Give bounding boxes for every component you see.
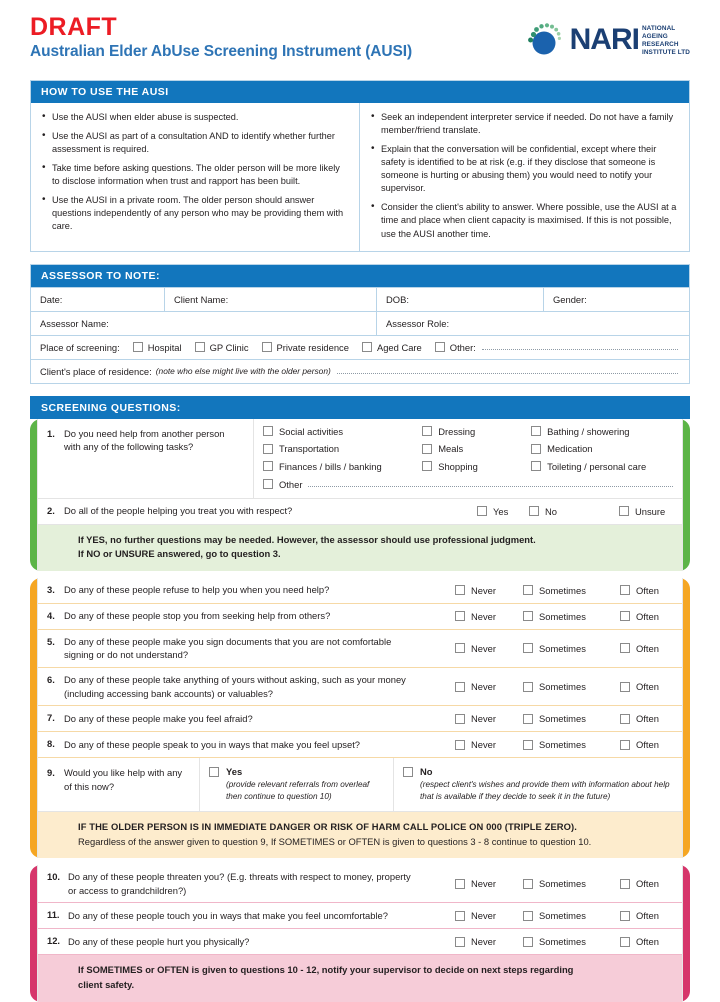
- option-label: Often: [636, 584, 659, 596]
- page-title: Australian Elder AbUse Screening Instrument (AUSI): [30, 42, 413, 60]
- option-never[interactable]: [455, 713, 523, 724]
- client-residence-input-line[interactable]: [337, 373, 678, 374]
- task-social-activities[interactable]: [263, 426, 422, 437]
- place-option-label: Private residence: [276, 341, 349, 353]
- checkbox-icon[interactable]: [477, 506, 487, 516]
- other-place-input-line[interactable]: [482, 349, 678, 350]
- option-often[interactable]: [620, 611, 682, 622]
- checkbox-icon[interactable]: [523, 911, 533, 921]
- option-label: Never: [471, 681, 497, 693]
- task-label: Medication: [547, 443, 593, 455]
- checkbox-icon[interactable]: [263, 426, 273, 436]
- question-text: Do you need help from another person with any of the following tasks?: [64, 427, 225, 453]
- question-row-8: [38, 732, 682, 758]
- nari-tagline-line3: RESEARCH: [641, 41, 679, 48]
- checkbox-icon[interactable]: [523, 714, 533, 724]
- place-of-screening-label: Place of screening:: [40, 341, 120, 353]
- assessor-row-place: [31, 335, 689, 359]
- option-often[interactable]: [620, 936, 682, 947]
- checkbox-icon[interactable]: [620, 740, 630, 750]
- option-label: Never: [471, 713, 497, 725]
- checkbox-icon[interactable]: [620, 682, 630, 692]
- option-unsure[interactable]: [619, 506, 682, 517]
- gender-field[interactable]: [543, 288, 689, 311]
- client-residence-label: Client's place of residence:: [40, 365, 152, 377]
- checkbox-icon[interactable]: [422, 426, 432, 436]
- nari-logo: [525, 12, 690, 60]
- checkbox-icon[interactable]: [403, 767, 413, 777]
- question-9-no-option[interactable]: [403, 766, 673, 777]
- screening-group-pink: [30, 865, 690, 1001]
- place-option-gp-clinic[interactable]: [195, 342, 249, 353]
- checkbox-icon[interactable]: [620, 643, 630, 653]
- checkbox-icon[interactable]: [523, 879, 533, 889]
- checkbox-icon[interactable]: [523, 682, 533, 692]
- question-row-2: [38, 499, 682, 525]
- assessor-name-label: Assessor Name:: [40, 317, 109, 329]
- checkbox-icon[interactable]: [523, 585, 533, 595]
- pink-note-line-2: client safety.: [78, 978, 135, 990]
- task-label: Meals: [438, 443, 464, 455]
- question-1-prompt: [38, 419, 253, 498]
- option-label: Never: [471, 936, 497, 948]
- question-number: 10.: [47, 871, 61, 883]
- question-row-1: [38, 419, 682, 499]
- question-9-yes-note: (provide relevant referrals from overleaf then continue to question 10): [226, 780, 370, 802]
- option-label: Often: [636, 910, 659, 922]
- client-name-label: Client Name:: [174, 293, 229, 305]
- question-text: Do any of these people hurt you physically?: [68, 936, 250, 948]
- list-item: • Seek an independent interpreter service if needed. Do not have a family member/friend translate.: [370, 111, 679, 137]
- date-field[interactable]: [31, 288, 164, 311]
- option-label: No: [545, 505, 557, 517]
- checkbox-icon[interactable]: [529, 506, 539, 516]
- question-12-options: [455, 936, 682, 947]
- task-meals[interactable]: [422, 443, 531, 454]
- option-sometimes[interactable]: [523, 739, 620, 750]
- list-item: • Explain that the conversation will be confidential, except where their safety is identified to be at risk (e.g. if they disclose that someone is someone is hurting or abusing them) you would need to notify your supervisor.: [370, 143, 679, 195]
- assessor-role-field[interactable]: [376, 312, 689, 335]
- question-text: Do any of these people speak to you in ways that make you feel upset?: [64, 738, 361, 750]
- question-row-11: [38, 903, 682, 929]
- option-often[interactable]: [620, 878, 682, 889]
- how-to-use-left-column: [31, 103, 360, 251]
- nari-tagline-line2: AGEING: [641, 33, 668, 40]
- question-3-options: [455, 585, 682, 596]
- green-guidance-note: [38, 525, 682, 571]
- place-option-label: Other:: [449, 341, 476, 353]
- checkbox-icon[interactable]: [422, 461, 432, 471]
- question-text: Do any of these people refuse to help you when you need help?: [64, 584, 330, 596]
- checkbox-icon[interactable]: [362, 342, 372, 352]
- task-label: Other: [279, 478, 303, 490]
- checkbox-icon[interactable]: [531, 461, 541, 471]
- place-option-label: Hospital: [147, 341, 182, 353]
- question-number: 2.: [47, 504, 55, 516]
- place-option-label: Aged Care: [376, 341, 422, 353]
- checkbox-icon[interactable]: [455, 585, 465, 595]
- question-number: 12.: [47, 935, 61, 947]
- question-number: 8.: [47, 738, 55, 750]
- list-item: • Use the AUSI when elder abuse is suspected.: [41, 111, 349, 124]
- checkbox-icon[interactable]: [531, 426, 541, 436]
- client-residence-note: (note who else might live with the older person): [155, 366, 331, 377]
- option-label: Often: [636, 739, 659, 751]
- other-task-input-line[interactable]: [308, 486, 673, 487]
- question-text: Do any of these people make you sign documents that you are not comfortable signing or do not understand?: [64, 635, 392, 661]
- option-label: Often: [636, 681, 659, 693]
- question-text: Would you like help with any of this now?: [64, 767, 183, 792]
- task-column-1: [263, 426, 422, 472]
- checkbox-icon[interactable]: [620, 937, 630, 947]
- question-11-options: [455, 910, 682, 921]
- checkbox-icon[interactable]: [620, 714, 630, 724]
- option-label: Never: [471, 584, 497, 596]
- draft-label: DRAFT: [30, 13, 118, 41]
- place-option-hospital[interactable]: [133, 342, 182, 353]
- orange-note-line-1: IF THE OLDER PERSON IS IN IMMEDIATE DANGER OR RISK OF HARM CALL POLICE ON 000 (TRIPLE ZERO).: [78, 821, 577, 832]
- question-text: Do any of these people touch you in ways that make you feel uncomfortable?: [68, 910, 388, 922]
- task-label: Finances / bills / banking: [279, 460, 382, 472]
- dob-field[interactable]: [376, 288, 543, 311]
- green-note-line-1: If YES, no further questions may be needed. However, the assessor should use professional judgment.: [78, 533, 536, 545]
- option-never[interactable]: [455, 611, 523, 622]
- checkbox-icon[interactable]: [531, 444, 541, 454]
- task-column-3: [531, 426, 671, 472]
- option-label: Never: [471, 610, 497, 622]
- option-yes[interactable]: [477, 506, 529, 517]
- option-never[interactable]: [455, 936, 523, 947]
- question-8-options: [455, 739, 682, 750]
- checkbox-icon[interactable]: [209, 767, 219, 777]
- how-to-use-panel: [30, 80, 690, 252]
- nari-wordmark: NARI: [569, 23, 639, 56]
- screening-group-green: [30, 419, 690, 571]
- place-option-aged-care[interactable]: [362, 342, 422, 353]
- option-sometimes[interactable]: [523, 643, 620, 654]
- assessor-name-field[interactable]: [31, 312, 376, 335]
- pink-guidance-note: [38, 955, 682, 1001]
- question-text: Do all of the people helping you treat you with respect?: [64, 505, 293, 517]
- place-option-private-residence[interactable]: [262, 342, 349, 353]
- question-number: 4.: [47, 609, 55, 621]
- option-sometimes[interactable]: [523, 713, 620, 724]
- option-label: Sometimes: [539, 642, 586, 654]
- question-1-other-row: [253, 479, 682, 498]
- question-text: Do any of these people make you feel afraid?: [64, 712, 253, 724]
- option-label: Sometimes: [539, 681, 586, 693]
- option-label: Never: [471, 642, 497, 654]
- question-number: 11.: [47, 909, 60, 921]
- option-label: Never: [471, 910, 497, 922]
- nari-logo-icon: [525, 20, 567, 60]
- option-sometimes[interactable]: [523, 585, 620, 596]
- checkbox-icon[interactable]: [455, 643, 465, 653]
- checkbox-icon[interactable]: [620, 585, 630, 595]
- pink-note-line-1: If SOMETIMES or OFTEN is given to questions 10 - 12, notify your supervisor to decide on next steps regarding: [78, 964, 574, 976]
- option-label: Sometimes: [539, 739, 586, 751]
- checkbox-icon[interactable]: [263, 461, 273, 471]
- question-number: 3.: [47, 583, 55, 595]
- dob-label: DOB:: [386, 293, 409, 305]
- task-medication[interactable]: [531, 443, 671, 454]
- option-often[interactable]: [620, 585, 682, 596]
- assessor-row-assessor: [31, 311, 689, 335]
- option-often[interactable]: [620, 910, 682, 921]
- list-item: • Use the AUSI in a private room. The older person should answer questions independently of any person who may be providing them with care.: [41, 194, 349, 233]
- task-label: Shopping: [438, 460, 478, 472]
- option-no[interactable]: [529, 506, 619, 517]
- option-never[interactable]: [455, 878, 523, 889]
- list-item: • Consider the client's ability to answer. Where possible, use the AUSI at a time and place when client capacity is maximised. If this is not possible, use the AUSI another time.: [370, 201, 679, 240]
- question-number: 1.: [47, 427, 55, 439]
- option-sometimes[interactable]: [523, 611, 620, 622]
- task-finances[interactable]: [263, 461, 422, 472]
- header-titles: [30, 12, 412, 61]
- how-to-use-right-column: [360, 103, 689, 251]
- question-4-options: [455, 611, 682, 622]
- question-row-7: [38, 706, 682, 732]
- checkbox-icon[interactable]: [620, 879, 630, 889]
- task-bathing[interactable]: [531, 426, 671, 437]
- place-of-screening-group: [31, 336, 689, 359]
- question-row-9: [38, 758, 682, 812]
- option-sometimes[interactable]: [523, 878, 620, 889]
- date-label: Date:: [40, 293, 63, 305]
- place-option-other[interactable]: [435, 342, 476, 353]
- option-label: Sometimes: [539, 878, 586, 890]
- task-column-2: [422, 426, 531, 472]
- question-10-options: [455, 878, 682, 889]
- option-never[interactable]: [455, 643, 523, 654]
- question-7-options: [455, 713, 682, 724]
- question-row-6: [38, 668, 682, 706]
- question-1-task-grid: [253, 419, 682, 479]
- checkbox-icon[interactable]: [455, 879, 465, 889]
- option-sometimes[interactable]: [523, 936, 620, 947]
- list-item: • Use the AUSI as part of a consultation AND to identify whether further assessment is required.: [41, 130, 349, 156]
- question-row-10: [38, 865, 682, 903]
- question-text: Do any of these people threaten you? (E.g. threats with respect to money, property or access to grandchildren?): [68, 871, 411, 896]
- task-label: Bathing / showering: [547, 425, 630, 437]
- task-label: Transportation: [279, 443, 340, 455]
- checkbox-icon[interactable]: [523, 937, 533, 947]
- checkbox-icon[interactable]: [195, 342, 205, 352]
- question-9-no-cell[interactable]: [393, 758, 682, 811]
- checkbox-icon[interactable]: [523, 740, 533, 750]
- question-9-prompt: [38, 758, 199, 811]
- option-never[interactable]: [455, 739, 523, 750]
- nari-tagline-line4: INSTITUTE LTD: [641, 49, 690, 56]
- option-label: Sometimes: [539, 584, 586, 596]
- nari-tagline-line1: NATIONAL: [641, 25, 676, 32]
- orange-group-content: [37, 578, 683, 858]
- task-transportation[interactable]: [263, 443, 422, 454]
- checkbox-icon[interactable]: [455, 740, 465, 750]
- checkbox-icon[interactable]: [262, 342, 272, 352]
- checkbox-icon[interactable]: [263, 444, 273, 454]
- assessor-panel: [30, 264, 690, 384]
- checkbox-icon[interactable]: [620, 611, 630, 621]
- task-toileting[interactable]: [531, 461, 671, 472]
- assessor-role-label: Assessor Role:: [386, 317, 450, 329]
- option-label: Yes: [226, 766, 243, 778]
- option-often[interactable]: [620, 713, 682, 724]
- option-label: Sometimes: [539, 936, 586, 948]
- task-label: Toileting / personal care: [547, 460, 647, 472]
- question-2-options: [477, 506, 682, 517]
- option-label: Sometimes: [539, 910, 586, 922]
- checkbox-icon[interactable]: [455, 911, 465, 921]
- pink-group-content: [37, 865, 683, 1001]
- screening-group-orange: [30, 578, 690, 858]
- option-label: Often: [636, 642, 659, 654]
- question-6-options: [455, 681, 682, 692]
- option-often[interactable]: [620, 643, 682, 654]
- option-label: Unsure: [635, 505, 666, 517]
- assessor-row-residence: [31, 359, 689, 383]
- checkbox-icon[interactable]: [620, 911, 630, 921]
- option-sometimes[interactable]: [523, 910, 620, 921]
- checkbox-icon[interactable]: [435, 342, 445, 352]
- how-to-use-heading: HOW TO USE THE AUSI: [31, 81, 689, 103]
- task-label: Social activities: [279, 425, 344, 437]
- question-row-5: [38, 630, 682, 668]
- checkbox-icon[interactable]: [619, 506, 629, 516]
- option-never[interactable]: [455, 910, 523, 921]
- question-number: 5.: [47, 635, 55, 647]
- task-other[interactable]: [263, 479, 302, 490]
- green-note-line-2: If NO or UNSURE answered, go to question 3.: [78, 548, 281, 560]
- checkbox-icon[interactable]: [455, 682, 465, 692]
- checkbox-icon[interactable]: [263, 479, 273, 489]
- task-dressing[interactable]: [422, 426, 531, 437]
- option-label: Sometimes: [539, 610, 586, 622]
- option-label: Never: [471, 878, 497, 890]
- orange-warning-note: [38, 812, 682, 858]
- option-label: Often: [636, 713, 659, 725]
- question-text: Do any of these people stop you from seeking help from others?: [64, 610, 331, 622]
- client-residence-group: [31, 360, 689, 383]
- checkbox-icon[interactable]: [455, 611, 465, 621]
- option-label: Often: [636, 936, 659, 948]
- question-number: 6.: [47, 673, 55, 685]
- checkbox-icon[interactable]: [133, 342, 143, 352]
- question-row-12: [38, 929, 682, 955]
- page-header: [30, 0, 690, 78]
- checkbox-icon[interactable]: [523, 611, 533, 621]
- question-9-yes-option[interactable]: [209, 766, 384, 777]
- option-label: Often: [636, 610, 659, 622]
- place-option-label: GP Clinic: [209, 341, 249, 353]
- question-row-3: [38, 578, 682, 604]
- gender-label: Gender:: [553, 293, 587, 305]
- option-label: Often: [636, 878, 659, 890]
- assessor-row-identity: [31, 287, 689, 311]
- how-to-use-body: [31, 103, 689, 251]
- task-shopping[interactable]: [422, 461, 531, 472]
- checkbox-icon[interactable]: [422, 444, 432, 454]
- question-9-yes-cell[interactable]: [199, 758, 393, 811]
- nari-tagline: [642, 23, 690, 57]
- option-sometimes[interactable]: [523, 681, 620, 692]
- question-number: 7.: [47, 712, 55, 724]
- green-group-content: [37, 419, 683, 571]
- option-never[interactable]: [455, 585, 523, 596]
- option-label: No: [420, 766, 433, 778]
- question-number: 9.: [47, 767, 55, 779]
- option-often[interactable]: [620, 739, 682, 750]
- question-text: Do any of these people take anything of yours without asking, such as your money (including accessing bank accounts) or valuables?: [64, 673, 406, 699]
- orange-note-line-2: Regardless of the answer given to question 9, If SOMETIMES or OFTEN is given to questions 3 - 8 continue to question 10.: [78, 835, 592, 847]
- question-row-4: [38, 604, 682, 630]
- option-label: Never: [471, 739, 497, 751]
- question-9-no-note: (respect client's wishes and provide them with information about help that is available if they decide to seek it in the future): [420, 780, 670, 802]
- option-often[interactable]: [620, 681, 682, 692]
- list-item: • Take time before asking questions. The older person will be more likely to disclose information when trust and rapport has been built.: [41, 162, 349, 188]
- task-label: Dressing: [438, 425, 476, 437]
- checkbox-icon[interactable]: [455, 937, 465, 947]
- option-label: Yes: [493, 505, 509, 517]
- assessor-heading: ASSESSOR TO NOTE:: [31, 265, 689, 287]
- screening-questions-heading: SCREENING QUESTIONS:: [30, 396, 690, 419]
- option-label: Sometimes: [539, 713, 586, 725]
- question-5-options: [455, 643, 682, 654]
- checkbox-icon[interactable]: [455, 714, 465, 724]
- checkbox-icon[interactable]: [523, 643, 533, 653]
- client-name-field[interactable]: [164, 288, 376, 311]
- option-never[interactable]: [455, 681, 523, 692]
